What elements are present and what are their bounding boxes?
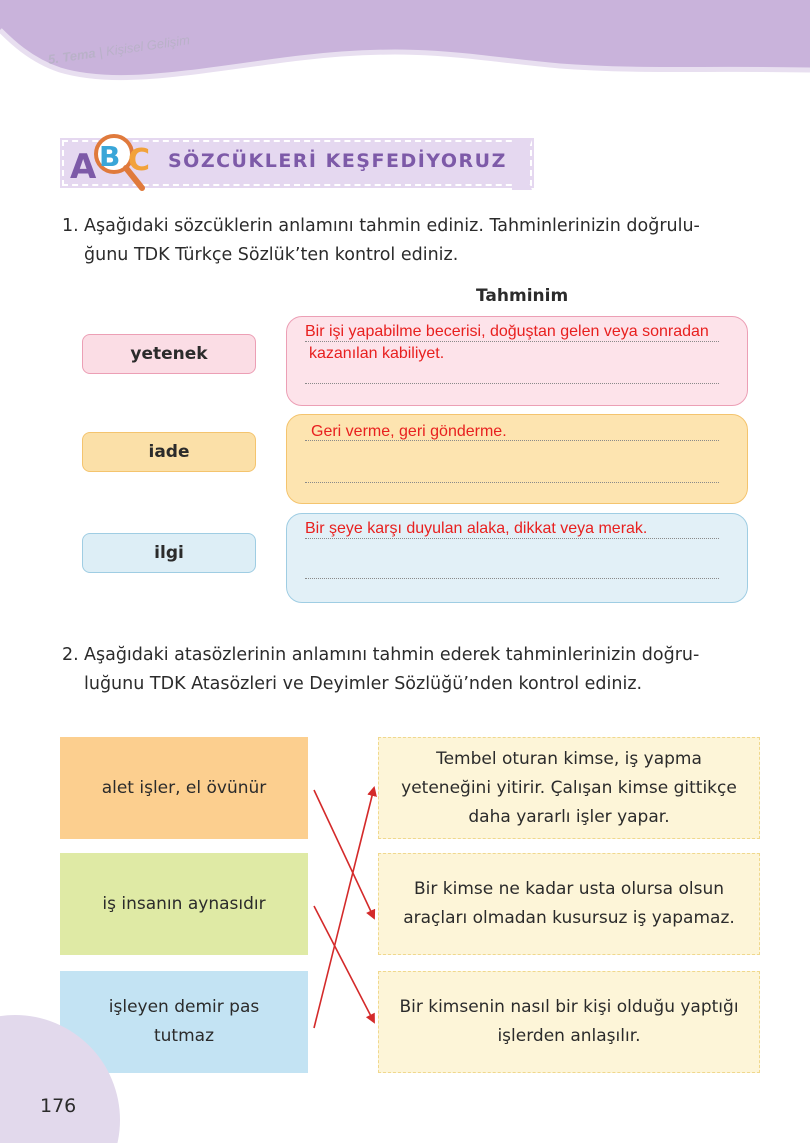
answer-text-line2: kazanılan kabiliyet. — [309, 345, 445, 362]
question-1-line2: ğunu TDK Türkçe Sözlük’ten kontrol ediniz. — [84, 245, 459, 265]
proverb-line1: iş insanın aynasıdır — [102, 893, 266, 914]
word-tag-iade: iade — [82, 432, 256, 472]
question-1-number: 1. — [62, 216, 79, 236]
meaning-line3: daha yararlı işler yapar. — [468, 806, 670, 827]
match-arrow-2 — [314, 906, 374, 1022]
banner-tail — [512, 140, 532, 190]
page-number: 176 — [40, 1095, 77, 1117]
header-wave-shape — [0, 0, 810, 78]
meaning-card-3[interactable] — [378, 971, 760, 1073]
meaning-card-2[interactable] — [378, 853, 760, 955]
meaning-line2: yeteneğini yitirir. Çalışan kimse gittikçe — [401, 777, 737, 798]
match-arrow-3 — [314, 788, 374, 1028]
word-tag-yetenek: yetenek — [82, 334, 256, 374]
logo-letter-b: B — [99, 140, 121, 173]
column-title: Tahminim — [476, 286, 569, 306]
proverb-card-2[interactable] — [60, 853, 308, 955]
meaning-line2: işlerden anlaşılır. — [497, 1026, 641, 1046]
meaning-line1: Bir kimsenin nasıl bir kişi olduğu yaptığı — [399, 997, 739, 1017]
answer-line — [305, 482, 719, 483]
answer-line — [305, 383, 719, 384]
answer-box-ilgi[interactable] — [286, 513, 748, 603]
answer-line — [305, 578, 719, 579]
proverb-line2: tutmaz — [153, 1026, 214, 1046]
meaning-line1: Tembel oturan kimse, iş yapma — [436, 748, 702, 769]
match-arrow-1 — [314, 790, 374, 918]
proverb-line1: alet işler, el övünür — [101, 777, 267, 798]
theme-number: 5. Tema — [46, 45, 97, 67]
meaning-card-1[interactable] — [378, 737, 760, 839]
question-2-number: 2. — [62, 645, 79, 665]
question-2-line1: Aşağıdaki atasözlerinin anlamını tahmin ederek tahminlerinizin doğru- — [84, 645, 700, 665]
answer-text-line1: Bir şeye karşı duyulan alaka, dikkat veya merak. — [305, 520, 648, 537]
answer-text-line1: Bir işi yapabilme becerisi, doğuştan gelen veya sonradan — [305, 323, 709, 340]
meaning-line1: Bir kimse ne kadar usta olursa olsun — [413, 879, 725, 899]
theme-separator: | — [98, 44, 104, 60]
answer-box-yetenek[interactable] — [286, 316, 748, 406]
question-2-line2: luğunu TDK Atasözleri ve Deyimler Sözlüğü’nden kontrol ediniz. — [84, 674, 643, 694]
question-2 — [62, 641, 752, 699]
question-1-line1: Aşağıdaki sözcüklerin anlamını tahmin ediniz. Tahminlerinizin doğrulu- — [84, 216, 700, 236]
abc-magnifier-icon — [68, 128, 150, 194]
answer-text-line1: Geri verme, geri gönderme. — [311, 423, 507, 440]
proverb-line1: işleyen demir pas — [108, 997, 260, 1017]
theme-name: Kişisel Gelişim — [104, 32, 191, 59]
logo-letter-c: C — [128, 143, 150, 178]
word-tag-ilgi: ilgi — [82, 533, 256, 573]
logo-letter-a: A — [70, 147, 97, 187]
question-1 — [62, 212, 752, 270]
section-title: SÖZCÜKLERİ KEŞFEDİYORUZ — [168, 150, 507, 172]
meaning-line2: araçları olmadan kusursuz iş yapamaz. — [403, 908, 735, 928]
answer-box-iade[interactable] — [286, 414, 748, 504]
proverb-card-1[interactable] — [60, 737, 308, 839]
